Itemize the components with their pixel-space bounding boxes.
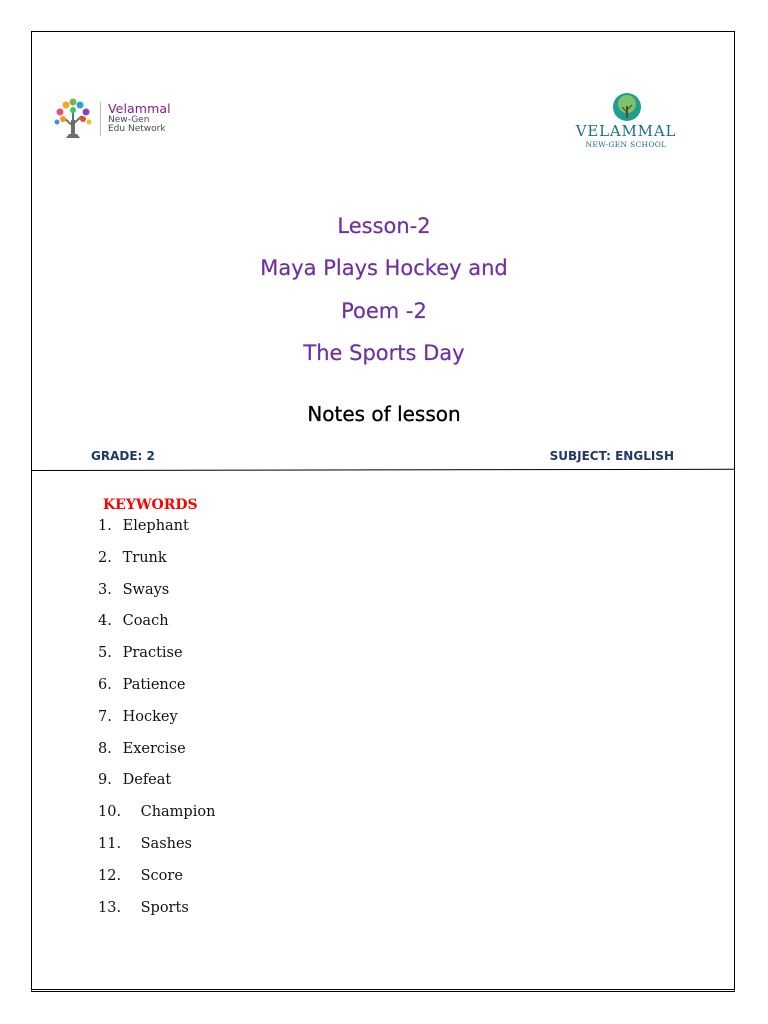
list-item (98, 866, 215, 898)
list-item-word: Exercise (122, 740, 186, 757)
list-item-word: Sways (122, 581, 170, 598)
page-subtitle: Notes of lesson (307, 402, 461, 426)
list-item-number: 2. (98, 549, 112, 566)
list-item (98, 548, 215, 580)
list-item-number: 10. (98, 804, 122, 821)
list-item-word: Coach (122, 613, 169, 630)
list-item (98, 516, 215, 548)
list-item-number: 1. (98, 518, 112, 534)
logo-brand-text: Velammal (108, 101, 171, 116)
velammal-new-gen-school-logo (570, 92, 682, 154)
list-item (98, 770, 215, 802)
list-item (98, 898, 215, 930)
lesson-title: Lesson-2 (337, 214, 431, 238)
list-item (98, 580, 215, 612)
tree-icon (52, 96, 94, 142)
logo-divider (100, 102, 101, 136)
list-item-word: Elephant (122, 518, 189, 534)
list-item-word: Practise (122, 645, 183, 662)
list-item-number: 4. (98, 613, 112, 630)
list-item-number: 13. (98, 899, 122, 916)
keywords-list (98, 516, 215, 929)
list-item-word: Champion (140, 804, 216, 821)
list-item-word: Defeat (122, 772, 172, 789)
logo-line2: New-Gen (108, 115, 150, 125)
poem-title: Poem -2 (341, 299, 427, 323)
list-item-word: Trunk (122, 549, 167, 566)
list-item (98, 675, 215, 707)
list-item (98, 707, 215, 739)
list-item (98, 739, 215, 771)
list-item (98, 802, 215, 834)
velammal-edu-network-logo (52, 96, 192, 144)
list-item-number: 12. (98, 867, 122, 884)
list-item (98, 643, 215, 675)
list-item-number: 3. (98, 581, 112, 598)
list-item-number: 11. (98, 835, 122, 852)
logo-line3: Edu Network (108, 124, 166, 134)
list-item-number: 7. (98, 708, 112, 725)
list-item-word: Hockey (122, 708, 178, 725)
list-item (98, 834, 215, 866)
list-item (98, 611, 215, 643)
keywords-heading: KEYWORDS (103, 497, 198, 513)
list-item-number: 6. (98, 676, 112, 693)
grade-label: GRADE: 2 (91, 449, 155, 463)
logo-school-name: VELAMMAL (575, 122, 677, 140)
lesson-name: Maya Plays Hockey and (260, 256, 508, 280)
list-item-number: 8. (98, 740, 112, 757)
poem-name: The Sports Day (303, 341, 465, 365)
tree-circle-icon (612, 92, 642, 122)
subject-label: SUBJECT: ENGLISH (549, 449, 674, 463)
list-item-word: Patience (122, 676, 186, 693)
list-item-number: 9. (98, 772, 112, 789)
logo-school-tag: NEW-GEN SCHOOL (585, 140, 667, 149)
list-item-word: Score (140, 867, 183, 884)
list-item-word: Sashes (140, 835, 192, 852)
list-item-word: Sports (140, 899, 189, 916)
list-item-number: 5. (98, 645, 112, 662)
